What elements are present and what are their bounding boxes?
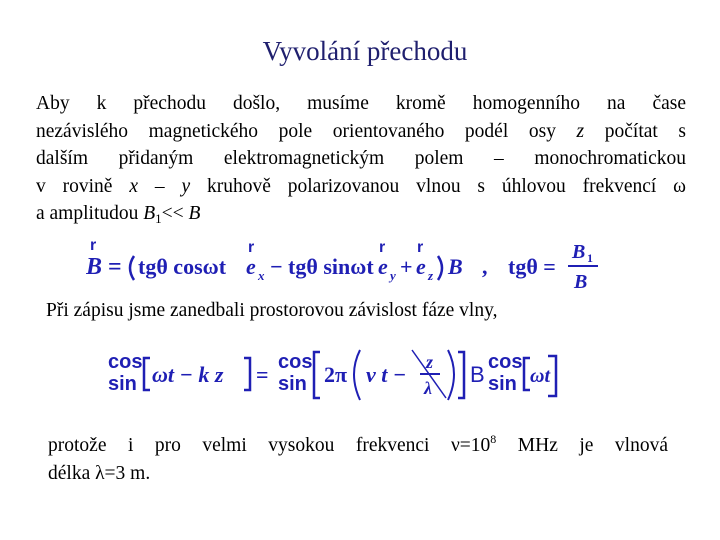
eq2-cos-right: cos bbox=[488, 351, 523, 373]
vector-arrow-ez: r bbox=[417, 239, 424, 256]
eq2-bracket-open-left bbox=[144, 358, 150, 390]
field-equation bbox=[86, 238, 646, 294]
intro-line-3: dalším přidaným elektromagnetickým polem – monochromatickou bbox=[36, 148, 686, 169]
eq1-sub-z: z bbox=[428, 268, 434, 283]
eq2-tg-equals: tgθ = bbox=[508, 254, 556, 279]
eq1-paren-open bbox=[130, 256, 134, 280]
eq2-arg2: ωt bbox=[530, 365, 551, 387]
slide-title: Vyvolání přechodu bbox=[262, 36, 468, 66]
eq2-frac-z: z bbox=[426, 352, 434, 372]
eq2-arg1: ωt − k z bbox=[152, 362, 224, 387]
conclusion-paragraph bbox=[48, 432, 668, 488]
eq1-tg-cos: tgθ cosωt bbox=[138, 254, 227, 279]
frac-den-b: B bbox=[574, 271, 588, 293]
eq2-two-pi: 2π bbox=[324, 362, 348, 387]
note-line: Při zápisu jsme zanedbali prostorovou závislost fáze vlny, bbox=[46, 300, 498, 321]
vector-arrow-ey: r bbox=[379, 239, 386, 256]
eq1-e-z: e bbox=[416, 254, 426, 279]
eq2-approx-b: B bbox=[470, 362, 485, 387]
eq2-sin-left: sin bbox=[108, 373, 137, 395]
intro-line-2: nezávislého magnetického pole orientovaného podél osy z počítat s bbox=[36, 120, 686, 142]
vector-arrow-b: r bbox=[90, 238, 97, 254]
eq2-paren-open bbox=[354, 350, 360, 400]
intro-line-4: v rovině x – y kruhově polarizovanou vlnou s úhlovou frekvencí ω bbox=[36, 175, 686, 197]
frac-num-sub: 1 bbox=[587, 251, 593, 265]
frac-num-b: B bbox=[572, 241, 586, 263]
intro-line-5: a amplitudou $B_1<< B$ bbox=[36, 203, 201, 226]
eq1-b-end: B bbox=[448, 254, 463, 279]
eq2-frac-lambda: λ bbox=[424, 378, 432, 398]
eq2-bracket-close-left bbox=[244, 358, 250, 390]
conclusion-line-1: protože i pro velmi vysokou frekvenci $\nu=10^8$ MHz je vlnová bbox=[48, 432, 668, 456]
eq2-bracket-close-mid bbox=[458, 352, 464, 398]
eq1-tg-sin: − tgθ sinωt bbox=[270, 254, 374, 279]
eq2-sin-right: sin bbox=[488, 373, 517, 395]
eq2-bracket-open-mid bbox=[314, 352, 320, 398]
eq1-e-y: e bbox=[378, 254, 388, 279]
eq2-paren-close bbox=[448, 350, 454, 400]
eq1-comma: , bbox=[482, 254, 488, 279]
intro-paragraph bbox=[36, 90, 686, 228]
eq1-b: B bbox=[86, 254, 103, 280]
eq1-plus: + bbox=[400, 254, 413, 279]
eq1-equals: = bbox=[108, 254, 122, 280]
eq2-cos-left: cos bbox=[108, 351, 143, 373]
vector-arrow-ex: r bbox=[248, 239, 255, 256]
intro-line-1: Aby k přechodu došlo, musíme kromě homogenního na čase bbox=[36, 93, 686, 114]
eq2-right-bracket-close bbox=[546, 352, 560, 400]
eq2-nu-t: ν t − bbox=[366, 362, 407, 387]
eq2-equals: = bbox=[256, 362, 269, 387]
eq2-cos-mid: cos bbox=[278, 351, 313, 373]
conclusion-line-2: délka λ=3 m. bbox=[48, 463, 151, 484]
eq1-sub-x: x bbox=[258, 268, 265, 283]
phase-equation bbox=[106, 344, 556, 404]
eq1-sub-y: y bbox=[390, 268, 396, 283]
eq1-paren-close bbox=[438, 256, 442, 280]
eq1-e-x: e bbox=[246, 254, 256, 279]
eq2-sin-mid: sin bbox=[278, 373, 307, 395]
